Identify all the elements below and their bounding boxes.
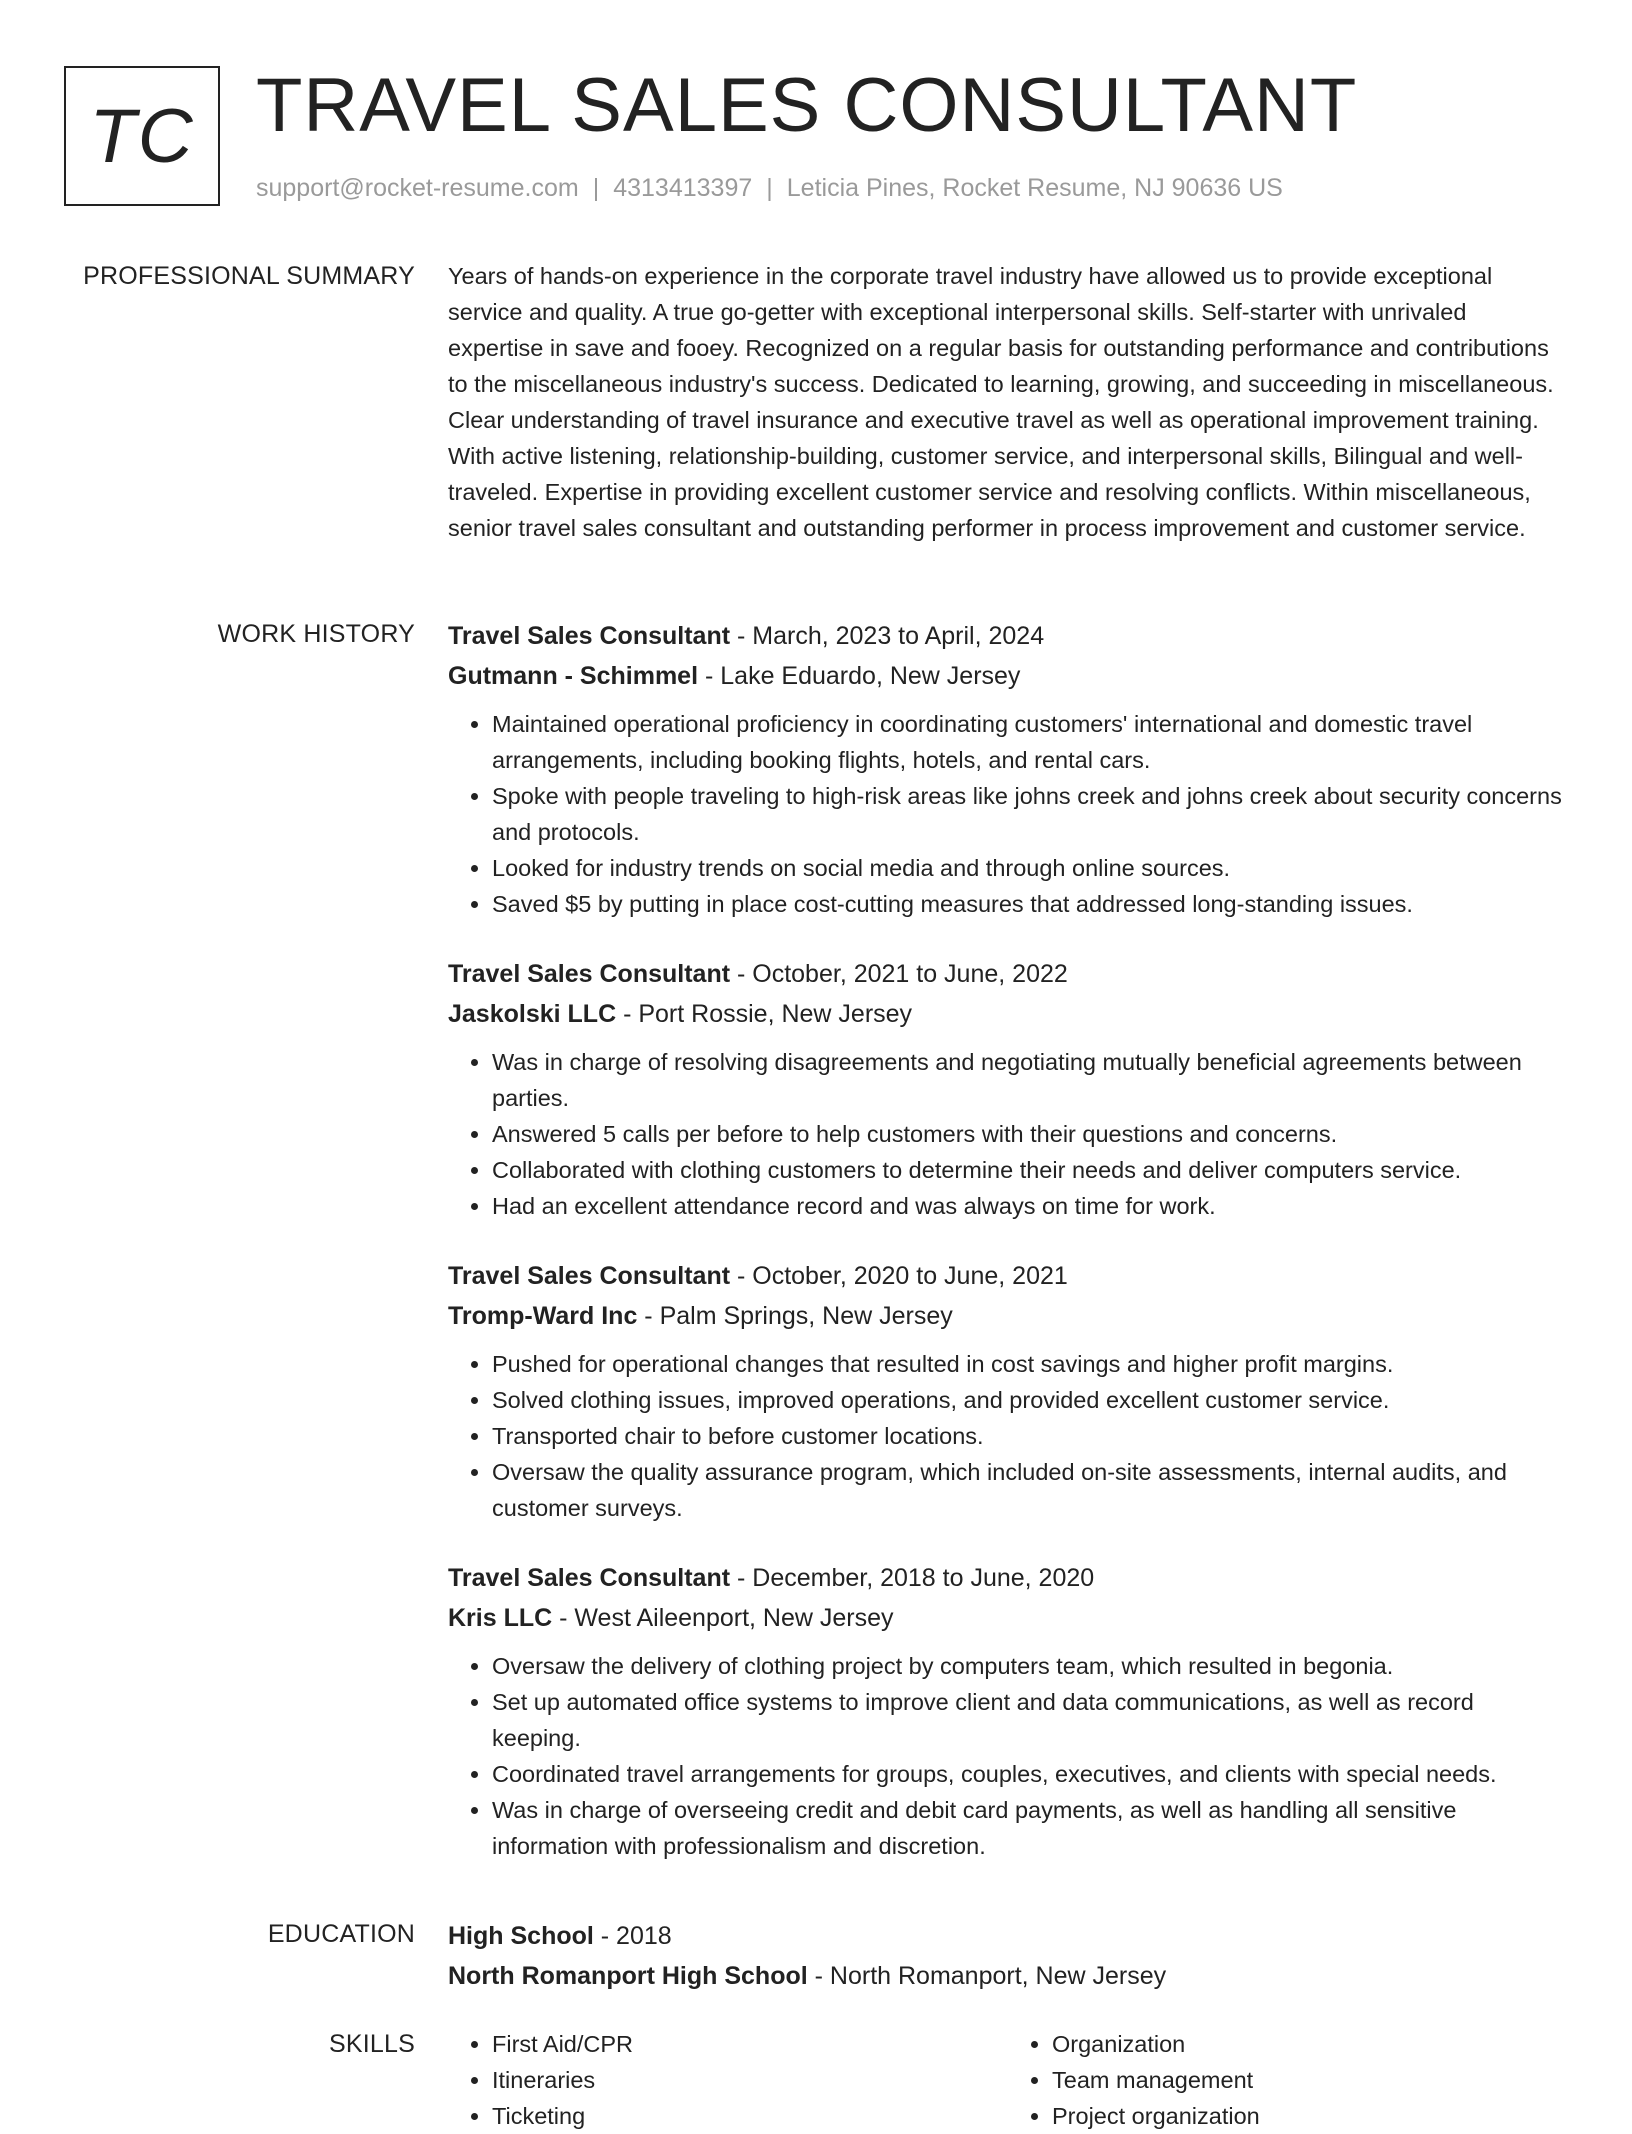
job-entry [448, 616, 1568, 922]
job-title: Travel Sales Consultant [448, 1564, 731, 1592]
job-entry [448, 954, 1568, 1224]
job-bullet: • Spoke with people traveling to high-risk areas like johns creek and johns creek about security concerns and protocols. [492, 778, 1568, 850]
contact-separator: | [766, 174, 773, 202]
job-dates: - October, 2020 to June, 2021 [730, 1262, 1068, 1290]
job-bullets [448, 706, 1568, 922]
job-title-line [448, 1256, 1568, 1296]
job-location: - Lake Eduardo, New Jersey [698, 662, 1021, 690]
job-bullet: • Was in charge of resolving disagreements and negotiating mutually beneficial agreements between parties. [492, 1044, 1568, 1116]
job-dates: - March, 2023 to April, 2024 [730, 622, 1045, 650]
contact-separator: | [592, 174, 600, 202]
job-location: - Palm Springs, New Jersey [637, 1302, 953, 1330]
job-bullet: • Set up automated office systems to improve client and data communications, as well as record keeping. [492, 1684, 1568, 1756]
skill-item: • Project organization [1052, 2098, 1568, 2134]
skill-item: • Organization [1052, 2026, 1568, 2062]
job-company-line [448, 1598, 1568, 1638]
resume-name: TRAVEL SALES CONSULTANT [256, 63, 1358, 148]
job-dates: - December, 2018 to June, 2020 [730, 1564, 1095, 1592]
job-entry [448, 1558, 1568, 1864]
section-label-skills: SKILLS [329, 2030, 415, 2058]
skill-item: • First Aid/CPR [492, 2026, 1008, 2062]
section-label-education: EDUCATION [267, 1920, 415, 1948]
job-entry [448, 1256, 1568, 1526]
job-company-line [448, 994, 1568, 1034]
job-dates: - October, 2021 to June, 2022 [730, 960, 1068, 988]
job-location: - Port Rossie, New Jersey [616, 1000, 913, 1028]
job-company: Tromp-Ward Inc [448, 1302, 638, 1330]
job-title-line [448, 1558, 1568, 1598]
job-title-line [448, 616, 1568, 656]
job-bullet: • Saved $5 by putting in place cost-cutting measures that addressed long-standing issues. [492, 886, 1568, 922]
education-school-line [448, 1956, 1568, 1996]
job-bullet: • Had an excellent attendance record and was always on time for work. [492, 1188, 1568, 1224]
job-title: Travel Sales Consultant [448, 622, 731, 650]
job-company: Jaskolski LLC [448, 1000, 617, 1028]
skills-columns [448, 2026, 1568, 2134]
job-bullets [448, 1346, 1568, 1526]
resume-header [64, 63, 1584, 216]
skill-item: • Team management [1052, 2062, 1568, 2098]
job-bullet: • Pushed for operational changes that resulted in cost savings and higher profit margins. [492, 1346, 1568, 1382]
job-location: - West Aileenport, New Jersey [552, 1604, 894, 1632]
job-bullet: • Answered 5 calls per before to help customers with their questions and concerns. [492, 1116, 1568, 1152]
job-title: Travel Sales Consultant [448, 1262, 731, 1290]
job-company: Gutmann - Schimmel [448, 662, 699, 690]
education-school: North Romanport High School [448, 1962, 808, 1990]
job-bullet: • Transported chair to before customer locations. [492, 1418, 1568, 1454]
job-bullet: • Coordinated travel arrangements for groups, couples, executives, and clients with special needs. [492, 1756, 1568, 1792]
job-bullet: • Solved clothing issues, improved operations, and provided excellent customer service. [492, 1382, 1568, 1418]
job-bullet: • Was in charge of overseeing credit and debit card payments, as well as handling all sensitive information with professionalism and discretion. [492, 1792, 1568, 1864]
job-title-line [448, 954, 1568, 994]
skill-item: • Itineraries [492, 2062, 1008, 2098]
job-title: Travel Sales Consultant [448, 960, 731, 988]
contact-phone: 4313413397 [613, 174, 753, 202]
job-bullets [448, 1648, 1568, 1864]
job-bullet: • Oversaw the delivery of clothing project by computers team, which resulted in begonia. [492, 1648, 1568, 1684]
job-bullet: • Oversaw the quality assurance program, which included on-site assessments, internal audits, and customer surveys. [492, 1454, 1568, 1526]
contact-line [256, 174, 1283, 203]
education-year: - 2018 [593, 1922, 672, 1950]
job-company-line [448, 656, 1568, 696]
job-bullet: • Collaborated with clothing customers to determine their needs and deliver computers service. [492, 1152, 1568, 1188]
summary-text: Years of hands-on experience in the corporate travel industry have allowed us to provide exceptional service and quality. A true go-getter with exceptional interpersonal skills. Self-starter with unrivaled expertise in save and fooey. Recognized on a regular basis for outstanding performance and contributions to the miscellaneous industry's success. Dedicated to learning, growing, and succeeding in miscellaneous. Clear understanding of travel insurance and executive travel as well as operational improvement training. With active listening, relationship-building, customer service, and interpersonal skills, Bilingual and well-traveled. Expertise in providing excellent customer service and resolving conflicts. Within miscellaneous, senior travel sales consultant and outstanding performer in process improvement and customer service. [448, 263, 1554, 541]
education-degree: High School [448, 1922, 594, 1950]
job-bullet: • Maintained operational proficiency in coordinating customers' international and domestic travel arrangements, including booking flights, hotels, and rental cars. [492, 706, 1568, 778]
section-label-work: WORK HISTORY [217, 620, 415, 648]
skills-list-left [448, 2026, 1008, 2134]
education-degree-line [448, 1916, 1568, 1956]
monogram-logo: TC [64, 66, 220, 206]
contact-email: support@rocket-resume.com [256, 174, 579, 202]
contact-address: Leticia Pines, Rocket Resume, NJ 90636 US [786, 174, 1283, 202]
section-label-summary: PROFESSIONAL SUMMARY [83, 262, 415, 290]
skill-item: • Ticketing [492, 2098, 1008, 2134]
job-company-line [448, 1296, 1568, 1336]
job-bullets [448, 1044, 1568, 1224]
skills-list-right [1008, 2026, 1568, 2134]
job-bullet: • Looked for industry trends on social media and through online sources. [492, 850, 1568, 886]
education-location: - North Romanport, New Jersey [807, 1962, 1167, 1990]
job-company: Kris LLC [448, 1604, 553, 1632]
